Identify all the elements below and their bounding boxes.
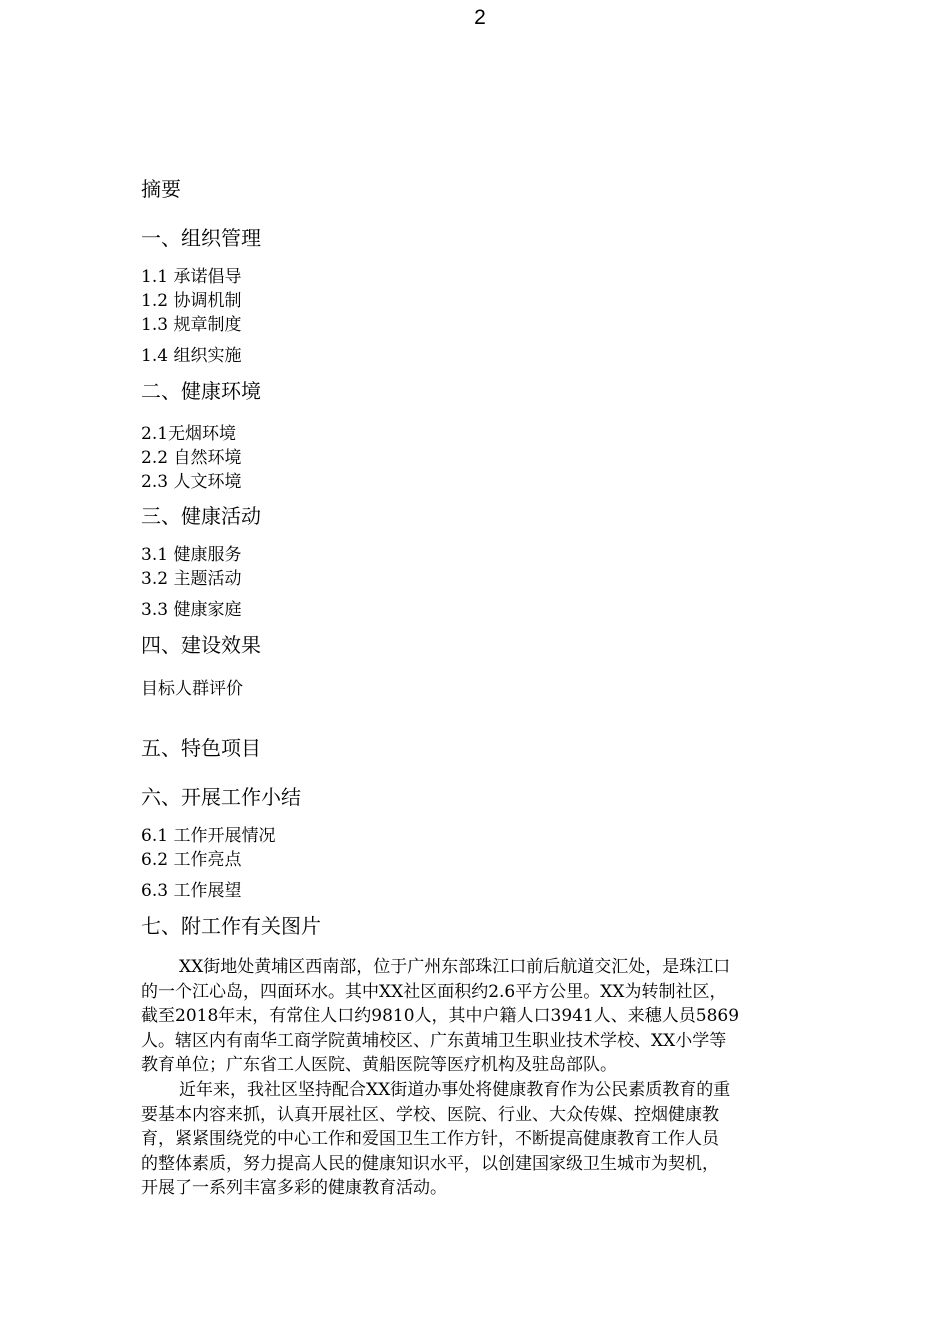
toc-section-2-title: 二、健康环境	[141, 379, 261, 403]
toc-abstract: 摘要	[141, 177, 181, 201]
body-paragraph-2	[141, 1078, 809, 1201]
toc-item-2-1: 2.1无烟环境	[141, 424, 237, 444]
toc-item-2-2: 2.2 自然环境	[141, 448, 242, 468]
toc-item-6-1: 6.1 工作开展情况	[141, 826, 276, 846]
toc-section-3-title: 三、健康活动	[141, 504, 261, 528]
paragraph-line: 要基本内容来抓，认真开展社区、学校、医院、行业、大众传媒、控烟健康教	[141, 1104, 719, 1125]
page-number: 2	[474, 6, 486, 29]
toc-section-4-title: 四、建设效果	[141, 633, 261, 657]
body-paragraph-1	[141, 955, 809, 1078]
paragraph-line: 人。辖区内有南华工商学院黄埔校区、广东黄埔卫生职业技术学校、XX小学等	[141, 1030, 727, 1051]
paragraph-line: XX街地处黄埔区西南部，位于广州东部珠江口前后航道交汇处，是珠江口	[179, 957, 731, 977]
toc-section-7-title: 七、附工作有关图片	[141, 914, 321, 938]
paragraph-line: 的整体素质，努力提高人民的健康知识水平，以创建国家级卫生城市为契机，	[141, 1153, 719, 1174]
paragraph-line: 教育单位；广东省工人医院、黄船医院等医疗机构及驻岛部队。	[141, 1055, 617, 1075]
toc-item-1-2: 1.2 协调机制	[141, 291, 242, 311]
toc-item-6-2: 6.2 工作亮点	[141, 850, 242, 870]
toc-item-1-4: 1.4 组织实施	[141, 346, 242, 366]
paragraph-line: 育，紧紧围绕党的中心工作和爱国卫生工作方针，不断提高健康教育工作人员	[141, 1129, 719, 1149]
toc-item-3-1: 3.1 健康服务	[141, 545, 242, 565]
paragraph-line: 开展了一系列丰富多彩的健康教育活动。	[141, 1178, 447, 1198]
paragraph-line: 的一个江心岛，四面环水。其中XX社区面积约2.6平方公里。XX为转制社区，	[141, 981, 727, 1002]
paragraph-line: 近年来，我社区坚持配合XX街道办事处将健康教育作为公民素质教育的重	[179, 1080, 731, 1100]
toc-item-6-3: 6.3 工作展望	[141, 881, 242, 901]
toc-item-1-1: 1.1 承诺倡导	[141, 267, 242, 287]
toc-item-3-3: 3.3 健康家庭	[141, 600, 242, 620]
toc-item-2-3: 2.3 人文环境	[141, 472, 242, 492]
toc-item-3-2: 3.2 主题活动	[141, 569, 242, 589]
toc-item-4-1: 目标人群评价	[141, 679, 243, 699]
toc-section-1-title: 一、组织管理	[141, 226, 261, 250]
toc-section-5-title: 五、特色项目	[141, 736, 261, 760]
paragraph-line: 截至2018年末，有常住人口约9810人，其中户籍人口3941人、来穗人员5869	[141, 1006, 740, 1026]
toc-item-1-3: 1.3 规章制度	[141, 315, 242, 335]
toc-section-6-title: 六、开展工作小结	[141, 785, 301, 809]
